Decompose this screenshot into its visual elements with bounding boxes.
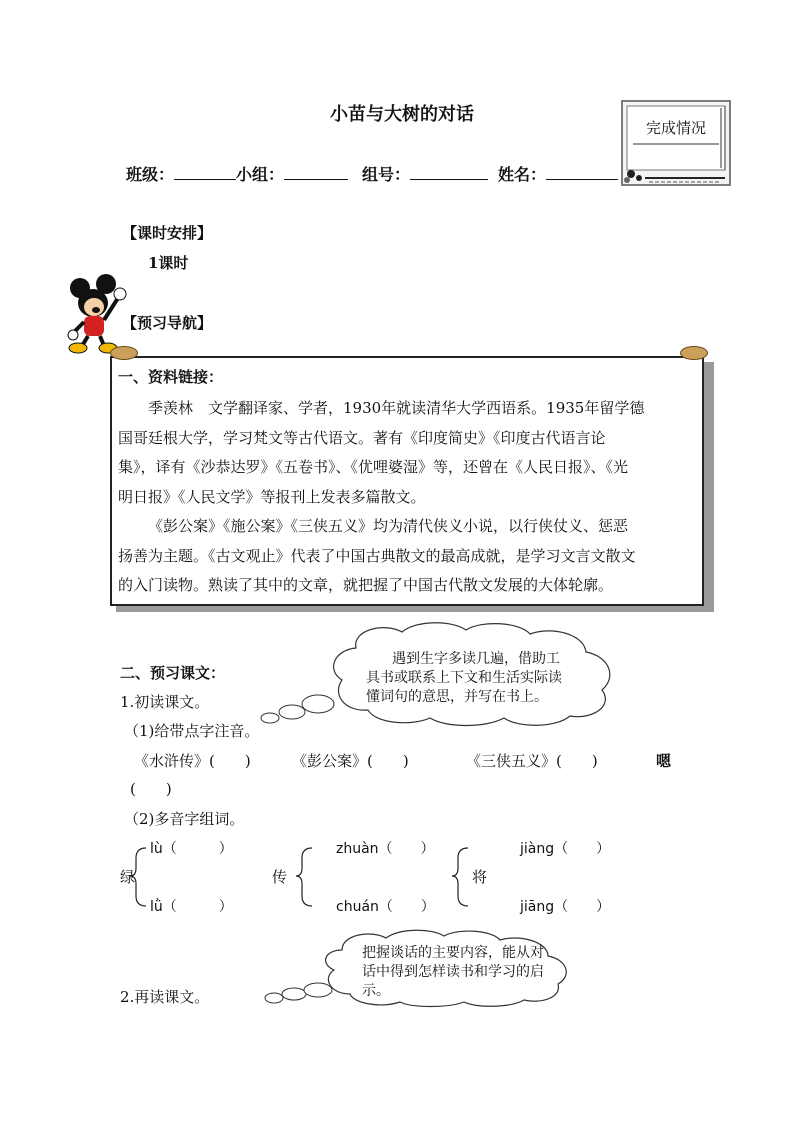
brace-lines [132, 836, 472, 916]
word-shuihu: 《水浒传》( ) [134, 752, 251, 770]
word-en-blank: ( ) [130, 780, 172, 798]
poly-reading: chuán（ ） [336, 899, 435, 915]
poly-char-jiang: 将 [472, 868, 488, 886]
completion-badge-frame [621, 100, 731, 186]
page-title: 小苗与大树的对话 [330, 104, 474, 125]
group-label: 小组： [236, 165, 285, 184]
para2-line: 《彭公案》《施公案》《三侠五义》均为清代侠义小说，以行侠仗义、惩恶 [148, 517, 629, 535]
poly-reading: zhuàn（ ） [336, 841, 435, 857]
number-blank[interactable] [410, 165, 488, 180]
materials-paragraph-2 [118, 512, 678, 601]
cloud-1-line: 懂词句的意思，并写在书上。 [366, 689, 548, 705]
class-label: 班级： [126, 165, 175, 184]
word-penggongan: 《彭公案》( ) [292, 752, 409, 770]
poly-reading: jiàng（ ） [520, 841, 611, 857]
cloud-2-line: 把握谈话的主要内容，能从对 [362, 945, 544, 961]
cloud-1-line: 遇到生字多读几遍，借助工 [392, 651, 560, 667]
poly-reading: jiāng（ ） [520, 899, 611, 915]
cloud-1-text [366, 650, 576, 707]
scroll-roll-right-icon [680, 346, 708, 360]
para1-line: 明日报》《人民文学》等报刊上发表多篇散文。 [118, 487, 426, 506]
materials-heading: 一、资料链接： [118, 368, 224, 386]
poly-reading: lù（ ） [150, 841, 233, 857]
read-item-1: 1.初读课文。 [120, 693, 210, 711]
word-en: 嗯 [656, 752, 672, 770]
cloud-2-text [362, 944, 558, 999]
poly-char-chuan: 传 [272, 868, 288, 886]
schedule-heading: 【课时安排】 [122, 224, 213, 242]
word-sanxia: 《三侠五义》( ) [466, 752, 598, 770]
para2-line: 的入门读物。熟读了其中的文章，就把握了中国古代散文发展的大体轮廓。 [118, 576, 614, 594]
para1-line: 季羡林 文学翻译家、学者，1930年就读清华大学西语系。1935年留学德 [148, 399, 645, 417]
poly-reading: lǜ（ ） [150, 899, 233, 915]
cloud-2-line: 示。 [362, 983, 390, 999]
preview-heading: 【预习导航】 [122, 314, 213, 332]
materials-paragraph-1 [118, 394, 678, 512]
completion-badge-text: 完成情况 [645, 119, 706, 137]
sub-item-2: （2)多音字组词。 [124, 810, 245, 828]
cloud-2-line: 话中得到怎样读书和学习的启 [362, 964, 544, 980]
sub-item-1: （1)给带点字注音。 [124, 722, 260, 740]
para2-line: 扬善为主题。《古文观止》代表了中国古典散文的最高成就，是学习文言文散文 [118, 546, 636, 565]
poly-char-lv: 绿 [120, 868, 136, 886]
scroll-roll-left-icon [110, 346, 138, 360]
cloud-1-line: 具书或联系上下文和生活实际读 [366, 670, 562, 686]
class-blank[interactable] [174, 165, 236, 180]
number-label: 组号： [362, 165, 411, 184]
student-info-line [126, 162, 618, 185]
name-blank[interactable] [546, 165, 618, 180]
group-blank[interactable] [284, 165, 348, 180]
read-item-2: 2.再读课文。 [120, 988, 210, 1006]
section2-heading: 二、预习课文： [120, 664, 226, 682]
para1-line: 国哥廷根大学，学习梵文等古代语文。著有《印度简史》《印度古代语言论 [118, 428, 606, 447]
name-label: 姓名： [498, 165, 547, 184]
para1-line: 集》，译有《沙恭达罗》《五卷书》、《优哩婆湿》等，还曾在《人民日报》、《光 [118, 458, 629, 476]
schedule-value: 1课时 [148, 254, 189, 272]
